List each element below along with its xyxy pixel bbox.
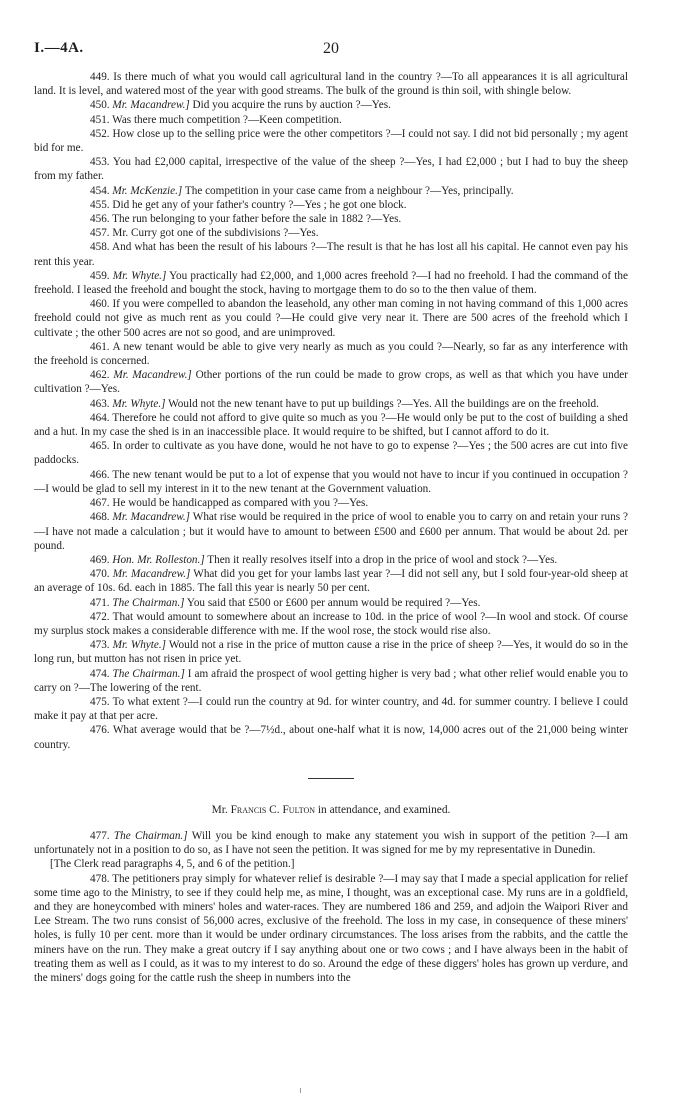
question-number: 473. — [90, 639, 110, 652]
question-464: 464. Therefore he could not afford to give quite so much as you ?—He would only be put to the cost of building a shed and a hut. In my case the shed is in an inaccessible place. It would require to be shifted, but I cannot afford to do it. — [34, 411, 628, 439]
question-449: 449. Is there much of what you would call agricultural land in the country ?—To all appearances it is all agricultural land. It is level, and watered most of the year with good streams. The bulk of the ground is thin soil, with shingle below. — [34, 71, 628, 98]
speaker: Mr. Macandrew.] — [112, 511, 191, 524]
question-text: I am afraid the prospect of wool getting higher is very bad ; what other relief would enable you to carry on ?—The lowering of the rent. — [34, 667, 629, 694]
question-text: Then it really resolves itself into a drop in the price of wool and stock ?—Yes. — [207, 553, 558, 566]
question-476: 476. What average would that be ?—7½d., about one-half what it is now, 14,000 acres out of the 21,000 being winter country. — [34, 724, 628, 751]
speaker: The Chairman.] — [113, 829, 188, 842]
page-speck — [300, 1088, 301, 1093]
speaker: Mr. Macandrew.] — [112, 568, 191, 581]
question-number: 477. — [90, 829, 110, 842]
question-number: 454. — [90, 184, 110, 197]
question-468 — [34, 510, 628, 553]
question-number: 450. — [90, 99, 110, 112]
question-text: You practically had £2,000, and 1,000 acres freehold ?—I had no freehold. I had the command of the freehold. I leased the freehold and bought the stock, having to mortgage them to do so to the then value of them. — [34, 269, 628, 297]
question-458: 458. And what has been the result of his labours ?—The result is that he has lost all his capital. He cannot even pay his rent this year. — [34, 241, 628, 268]
speaker: Mr. Whyte.] — [112, 269, 167, 282]
question-text: What rise would be required in the price of wool to enable you to carry on and retain your runs ?—I have not made a calculation ; but it would have to amount to between £500 and £600 per annum. That would be about 2d. per pound. — [34, 511, 628, 552]
speaker: The Chairman.] — [112, 596, 185, 609]
question-457: 457. Mr. Curry got one of the subdivisions ?—Yes. — [90, 227, 319, 240]
witness-first-name: Francis — [230, 803, 267, 816]
section-divider — [308, 778, 354, 779]
question-453: 453. You had £2,000 capital, irrespective of the value of the sheep ?—Yes, I had £2,000 ; but I had to buy the sheep from my father. — [34, 156, 628, 183]
question-number: 463. — [90, 397, 110, 410]
question-469 — [34, 553, 628, 567]
question-473 — [34, 638, 628, 666]
question-465: 465. In order to cultivate as you have done, would he not have to go to expense ?—Yes ; the 500 acres are cut into five paddocks. — [34, 440, 628, 467]
witness-heading — [34, 803, 628, 817]
question-451: 451. Was there much competition ?—Keen competition. — [90, 113, 342, 126]
question-460: 460. If you were compelled to abandon the leasehold, any other man coming in not having command of this 1,000 acres freehold could not give as much rent as you could ?—He could give very near it. There are 500 acres of the freehold which I cultivate ; the other 500 acres are not so good, and are unimproved. — [34, 298, 628, 339]
question-467: 467. He would be handicapped as compared with you ?—Yes. — [90, 497, 369, 510]
question-475: 475. To what extent ?—I could run the country at 9d. for winter country, and 4d. for summer country. I believe I could make it pay at that per acre. — [34, 695, 628, 723]
witness-title: Mr. — [211, 803, 228, 816]
question-text: What did you get for your lambs last year ?—I did not sell any, but I sold four-year-old sheep at an average of 10s. 6d. each in 1885. The fall this year is nearly 50 per cent. — [34, 568, 628, 595]
question-466: 466. The new tenant would be put to a lot of expense that you would not have to incur if you continued in occupation ?—I would be glad to sell my interest in it to the new tenant at the Government valuation. — [34, 468, 628, 495]
running-head — [34, 40, 628, 62]
question-text: Would not a rise in the price of mutton cause a rise in the price of sheep ?—Yes, it would do so in the long run, but mutton has not risen in price yet. — [34, 639, 628, 666]
question-number: 471. — [90, 596, 110, 609]
question-text: Did you acquire the runs by auction ?—Yes. — [192, 99, 391, 112]
question-text: The competition in your case came from a neighbour ?—Yes, principally. — [184, 184, 514, 197]
question-459 — [34, 269, 628, 297]
question-number: 470. — [90, 568, 110, 581]
speaker: The Chairman.] — [112, 667, 185, 680]
question-number: 474. — [90, 667, 110, 680]
question-456: 456. The run belonging to your father before the sale in 1882 ?—Yes. — [90, 213, 402, 226]
question-text: Will you be kind enough to make any statement you wish in support of the petition ?—I am unfortunately not in a position to do so, as I have not seen the petition. It was signed for me by my representative in Dunedin. — [34, 829, 628, 857]
question-text: Other portions of the run could be made to grow crops, as well as that which you have under cultivation ?—Yes. — [34, 369, 629, 396]
witness-surname: Fulton — [282, 803, 316, 816]
question-474 — [34, 667, 628, 695]
question-number: 462. — [90, 369, 110, 382]
question-470 — [34, 567, 628, 595]
question-number: 468. — [90, 511, 110, 524]
witness-status: in attendance, and examined. — [317, 803, 451, 816]
witness-initial: C. — [269, 803, 280, 816]
speaker: Mr. Whyte.] — [112, 639, 167, 652]
question-472: 472. That would amount to somewhere about an increase to 10d. in the price of wool ?—In wool and stock. Of course my surplus stock makes a considerable difference with me. If the wool rose, the stock would rise also. — [34, 610, 628, 637]
question-452: 452. How close up to the selling price were the other competitors ?—I could not say. I did not bid personally ; my agent bid for me. — [34, 127, 628, 155]
question-455: 455. Did he get any of your father's country ?—Yes ; he got one block. — [90, 198, 407, 211]
question-454 — [34, 184, 628, 198]
question-462 — [34, 368, 628, 396]
question-450 — [34, 98, 628, 112]
speaker: Mr. Macandrew.] — [112, 99, 190, 112]
evidence-body — [34, 70, 628, 985]
question-461: 461. A new tenant would be able to give very nearly as much as you could ?—Nearly, so far as any interference with the freehold is concerned. — [34, 340, 628, 368]
speaker: Hon. Mr. Rolleston.] — [112, 553, 205, 566]
question-478: 478. The petitioners pray simply for whatever relief is desirable ?—I may say that I made a special application for relief some time ago to the Ministry, to see if they could help me, as mine, I thought, was an exceptional case. My runs are in a goldfield, and they are honeycombed with miners' holes and water-races. They are numbered 186 and 259, and adjoin the Waipori River and Lee Stream. The two runs consist of 56,000 acres, exclusive of the freehold. The loss in my case, in consequence of these miners' holes, is fully 10 per cent. more than it would be under ordinary circumstances. The loss arises from the rabbits, and the cattle the miners have on the run. They make a great outcry if I say anything about one or two cows ; and I have always been in the habit of treating them as well as I could, as it was to my interest to do so. Around the edge of these diggers' holes has grown up verdure, and the miners' dogs going for the cattle rush the sheep in numbers into the — [34, 872, 628, 984]
speaker: Mr. Whyte.] — [112, 397, 166, 410]
parliamentary-paper-reference: I.—4A. — [34, 40, 84, 56]
clerk-note: [The Clerk read paragraphs 4, 5, and 6 of the petition.] — [50, 858, 295, 871]
question-text: Would not the new tenant have to put up buildings ?—Yes. All the buildings are on the freehold. — [168, 397, 599, 410]
question-number: 469. — [90, 553, 110, 566]
question-477 — [34, 829, 628, 857]
question-text: You said that £500 or £600 per annum would be required ?—Yes. — [186, 596, 481, 609]
question-471 — [34, 596, 628, 610]
speaker: Mr. Macandrew.] — [113, 369, 192, 382]
page-number: 20 — [323, 40, 339, 57]
question-463 — [34, 397, 628, 411]
speaker: Mr. McKenzie.] — [112, 184, 183, 197]
question-number: 459. — [90, 269, 110, 282]
